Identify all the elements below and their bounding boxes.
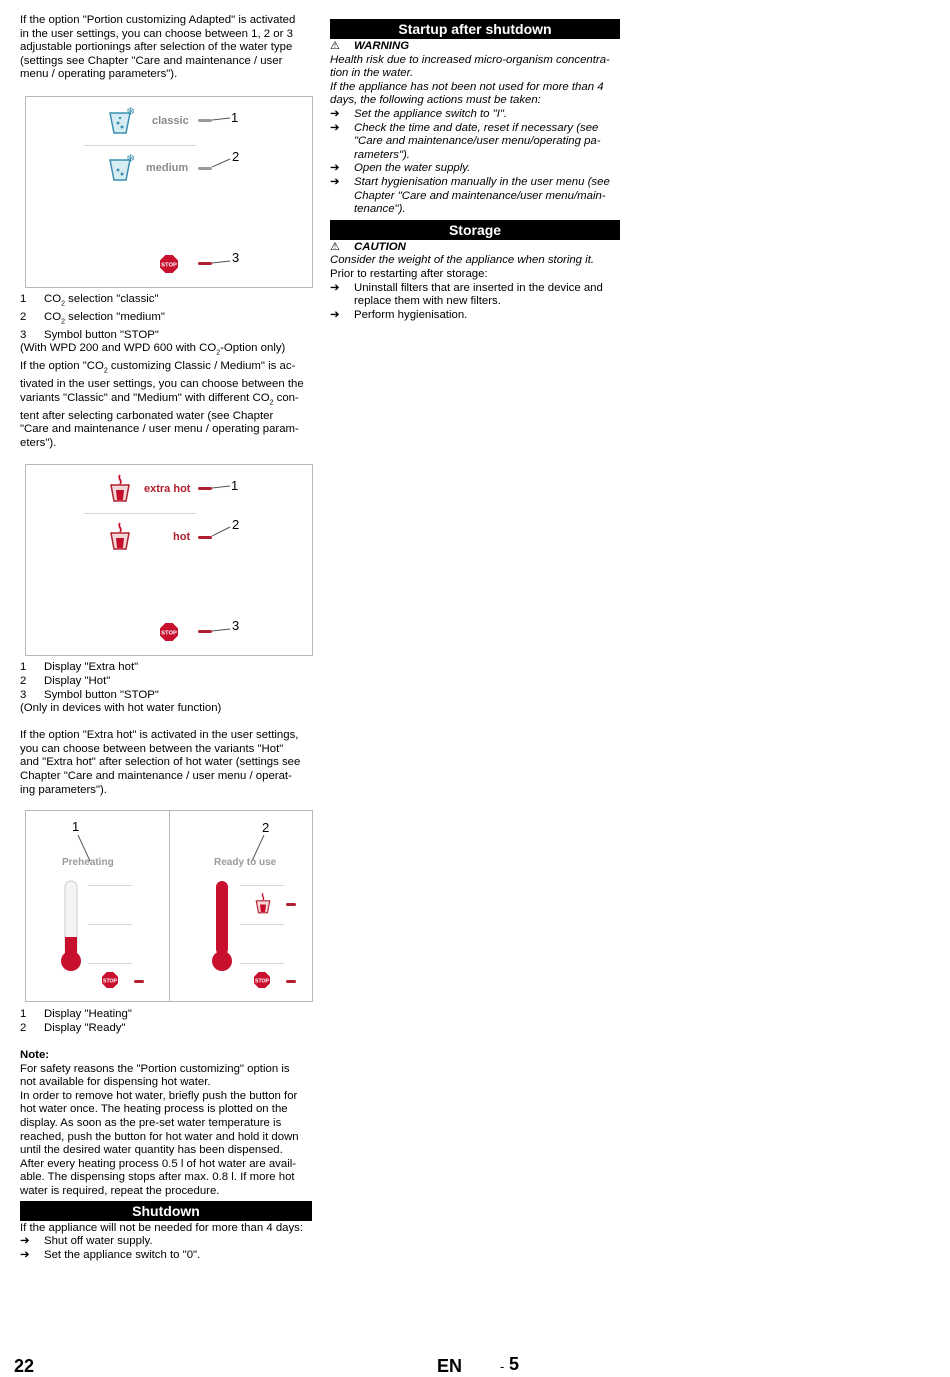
text-line: If the option "Portion customizing Adapted" is activated [20, 14, 296, 26]
legend-number: 2 [20, 1021, 27, 1034]
legend-number: 2 [20, 310, 27, 323]
warning-body [330, 54, 620, 108]
extra-hot-text [20, 729, 312, 797]
legend-text: Display "Heating" [44, 1008, 132, 1021]
legend-number: 1 [20, 292, 27, 305]
callout-number-3: 3 [232, 249, 240, 265]
thermometer-empty-icon [60, 879, 82, 973]
arrow-icon: ➔ [330, 281, 340, 294]
caution-body: Consider the weight of the appliance when storing it. [330, 254, 595, 267]
separator [88, 963, 132, 964]
text-line: Health risk due to increased micro-organism concentra- [330, 53, 610, 66]
legend-item [20, 311, 312, 329]
sparkling-glass-icon [106, 105, 136, 135]
text-line [20, 392, 312, 410]
co2-selection-figure [25, 96, 313, 288]
label-medium: medium [146, 161, 189, 174]
arrow-icon: ➔ [20, 1235, 30, 1248]
separator [240, 963, 284, 964]
step-line: Start hygienisation manually in the user menu (see [354, 175, 610, 188]
subscript: 2 [269, 398, 274, 406]
text-line: water is required, repeat the procedure. [20, 1184, 220, 1197]
legend-text: Display "Extra hot" [44, 661, 139, 674]
text-segment: -Option only) [220, 342, 286, 355]
warning-text: WARNING [354, 40, 410, 52]
spacer [20, 716, 312, 730]
callout-number-2: 2 [232, 517, 240, 533]
step-text: Set the appliance switch to "I". [354, 107, 508, 120]
shutdown-heading: Shutdown [20, 1201, 312, 1221]
heating-display-figure [25, 810, 313, 1002]
callout-number-1: 1 [72, 819, 80, 835]
hot-glass-icon [254, 891, 272, 915]
text-line [20, 342, 312, 360]
legend-text-post: selection "classic" [65, 292, 159, 305]
startup-step [330, 176, 620, 217]
callout-dash [134, 980, 144, 983]
separator [88, 885, 132, 886]
legend-number: 1 [20, 661, 27, 674]
legend-item [20, 293, 312, 311]
stop-icon [160, 623, 178, 641]
legend-item [20, 675, 312, 689]
label-classic: classic [152, 114, 189, 127]
text-line: not available for dispensing hot water. [20, 1076, 211, 1089]
hot-glass-icon [108, 473, 132, 503]
figure-3-legend [20, 1008, 312, 1035]
arrow-icon: ➔ [330, 175, 340, 188]
text-line: In order to remove hot water, briefly push the button for [20, 1089, 298, 1102]
legend-number: 3 [20, 328, 27, 341]
text-line: you can choose between between the variants "Hot" [20, 742, 284, 755]
step-line: Uninstall filters that are inserted in the device and [354, 281, 603, 294]
figure-divider [169, 811, 170, 1001]
legend-text-pre: CO [44, 292, 62, 305]
text-line: reached, push the button for hot water and hold it down [20, 1130, 299, 1143]
figure-1-legend [20, 293, 312, 342]
step-text: Perform hygienisation. [354, 308, 468, 321]
storage-heading: Storage [330, 220, 620, 240]
label-extra-hot: extra hot [144, 483, 191, 496]
step-text [354, 176, 610, 217]
callout-line [212, 257, 232, 267]
co2-note [20, 342, 312, 450]
step-line: Chapter "Care and maintenance/user menu/main- [354, 189, 606, 202]
text-line: able. The dispensing stops after max. 0.8 l. If more hot [20, 1171, 295, 1184]
legend-number: 1 [20, 1008, 27, 1021]
step-text [354, 122, 601, 163]
callout-dash [198, 536, 212, 539]
text-line: until the desired water quantity has been dispensed. [20, 1144, 283, 1157]
step-line: rameters"). [354, 148, 410, 161]
text-line: For safety reasons the "Portion customizing" option is [20, 1062, 290, 1075]
step-line: tenance"). [354, 203, 406, 216]
subscript: 2 [61, 318, 65, 326]
storage-intro: Prior to restarting after storage: [330, 267, 488, 280]
language-code: EN [437, 1356, 463, 1376]
arrow-icon: ➔ [330, 121, 340, 134]
legend-number: 3 [20, 688, 27, 701]
callout-number-1: 1 [231, 109, 239, 125]
left-column [20, 14, 312, 1262]
note-title: Note: [20, 1049, 50, 1062]
subscript: 2 [103, 367, 108, 375]
hot-glass-icon [108, 521, 132, 551]
shutdown-step [20, 1235, 312, 1249]
legend-number: 2 [20, 674, 27, 687]
stop-icon [102, 972, 118, 988]
hot-note: (Only in devices with hot water function) [20, 702, 222, 715]
callout-dash [286, 980, 296, 983]
page-number: 22 [14, 1356, 35, 1376]
callout-line [212, 481, 232, 491]
text-line: eters"). [20, 436, 57, 449]
text-line: Chapter "Care and maintenance / user menu / operat- [20, 770, 292, 783]
text-line: days, the following actions must be taken: [330, 94, 541, 107]
step-text [354, 282, 603, 309]
text-line [20, 360, 312, 378]
callout-number-2: 2 [232, 148, 240, 164]
sub-page-number: 5 [509, 1354, 520, 1374]
page-separator: - [500, 1359, 505, 1374]
warning-label [330, 40, 620, 54]
callout-line [212, 625, 232, 635]
shutdown-intro: If the appliance will not be needed for more than 4 days: [20, 1221, 304, 1234]
text-line: in the user settings, you can choose between 1, 2 or 3 [20, 27, 293, 40]
legend-text: Symbol button "STOP" [44, 688, 159, 701]
text-line: tion in the water. [330, 67, 414, 80]
figure-2-legend [20, 661, 312, 702]
text-segment: If the option "CO [20, 360, 104, 373]
spacer [20, 1035, 312, 1049]
text-line: hot water once. The heating process is plotted on the [20, 1103, 288, 1116]
text-line: After every heating process 0.5 l of hot water are avail- [20, 1157, 297, 1170]
arrow-icon: ➔ [330, 162, 340, 175]
arrow-icon: ➔ [330, 107, 340, 120]
text-segment: variants "Classic" and "Medium" with different CO [20, 391, 270, 404]
storage-step [330, 282, 620, 309]
separator [84, 513, 196, 514]
callout-line [212, 113, 232, 123]
subscript: 2 [61, 300, 65, 308]
startup-step [330, 122, 620, 163]
text-line: tivated in the user settings, you can choose between the [20, 378, 304, 391]
label-hot: hot [173, 531, 191, 544]
text-line: adjustable portionings after selection of the water type [20, 41, 293, 54]
label-preheating: Preheating [62, 857, 114, 869]
text-line: If the option "Extra hot" is activated in the user settings, [20, 729, 299, 742]
label-ready-to-use: Ready to use [214, 857, 277, 869]
step-text: Shut off water supply. [44, 1235, 153, 1248]
step-line: Check the time and date, reset if necessary (see [354, 121, 599, 134]
legend-text: Symbol button "STOP" [44, 328, 159, 341]
shutdown-step [20, 1249, 312, 1263]
legend-text: Display "Hot" [44, 674, 111, 687]
text-segment: con- [273, 391, 299, 404]
legend-text [44, 311, 165, 329]
separator [240, 885, 284, 886]
warning-triangle-icon: ⚠ [330, 40, 340, 52]
legend-item [20, 1022, 312, 1036]
text-line: and "Extra hot" after selection of hot water (settings see [20, 756, 301, 769]
subscript: 2 [216, 349, 221, 357]
caution-text: CAUTION [354, 240, 406, 253]
text-line: menu / operating parameters"). [20, 68, 178, 81]
legend-text-post: selection "medium" [65, 310, 165, 323]
callout-number-1: 1 [231, 478, 239, 494]
stop-text: STOP [102, 978, 118, 985]
svg-text:❄: ❄ [126, 105, 136, 118]
separator [240, 924, 284, 925]
step-line: replace them with new filters. [354, 295, 501, 308]
text-line: If the appliance has not been not used for more than 4 [330, 80, 604, 93]
legend-item [20, 1008, 312, 1022]
note-text [20, 1063, 312, 1199]
legend-text-pre: CO [44, 310, 62, 323]
separator [88, 924, 132, 925]
storage-step [330, 309, 620, 323]
sparkling-glass-icon [106, 152, 136, 182]
callout-number-2: 2 [262, 820, 270, 836]
thermometer-full-icon [211, 879, 233, 973]
text-line: "Care and maintenance / user menu / operating param- [20, 423, 299, 436]
legend-item [20, 661, 312, 675]
arrow-icon: ➔ [330, 308, 340, 321]
callout-line [212, 155, 232, 171]
stop-text: STOP [161, 631, 177, 638]
startup-step [330, 162, 620, 176]
svg-text:❄: ❄ [126, 152, 136, 165]
callout-dash [198, 630, 212, 633]
stop-icon [254, 972, 270, 988]
step-line: "Care and maintenance/user menu/operating pa- [354, 135, 601, 148]
text-segment: (With WPD 200 and WPD 600 with CO [20, 342, 217, 355]
text-segment: customizing Classic / Medium" is ac- [107, 360, 296, 373]
callout-line [212, 523, 232, 539]
legend-item [20, 689, 312, 703]
callout-number-3: 3 [232, 618, 240, 634]
caution-label [330, 241, 620, 255]
callout-dash [198, 167, 212, 170]
right-column [330, 19, 620, 322]
text-line: tent after selecting carbonated water (see Chapter [20, 409, 274, 422]
stop-text: STOP [161, 262, 177, 269]
legend-text: Display "Ready" [44, 1021, 126, 1034]
text-line: display. As soon as the pre-set water temperature is [20, 1117, 282, 1129]
legend-item [20, 329, 312, 343]
hot-water-figure [25, 464, 313, 656]
portion-intro [20, 14, 312, 82]
step-text: Open the water supply. [354, 162, 471, 175]
arrow-icon: ➔ [20, 1248, 30, 1261]
callout-dash [286, 903, 296, 906]
callout-dash [198, 119, 212, 122]
callout-dash [198, 487, 212, 490]
separator [84, 145, 196, 146]
stop-text: STOP [254, 978, 270, 985]
stop-icon [160, 255, 178, 273]
callout-dash [198, 262, 212, 265]
legend-text [44, 293, 159, 311]
startup-heading: Startup after shutdown [330, 19, 620, 39]
warning-triangle-icon: ⚠ [330, 240, 340, 253]
step-text: Set the appliance switch to "0". [44, 1248, 201, 1261]
startup-step [330, 108, 620, 122]
text-line: ing parameters"). [20, 783, 107, 796]
text-line: (settings see Chapter "Care and maintenance / user [20, 54, 283, 67]
